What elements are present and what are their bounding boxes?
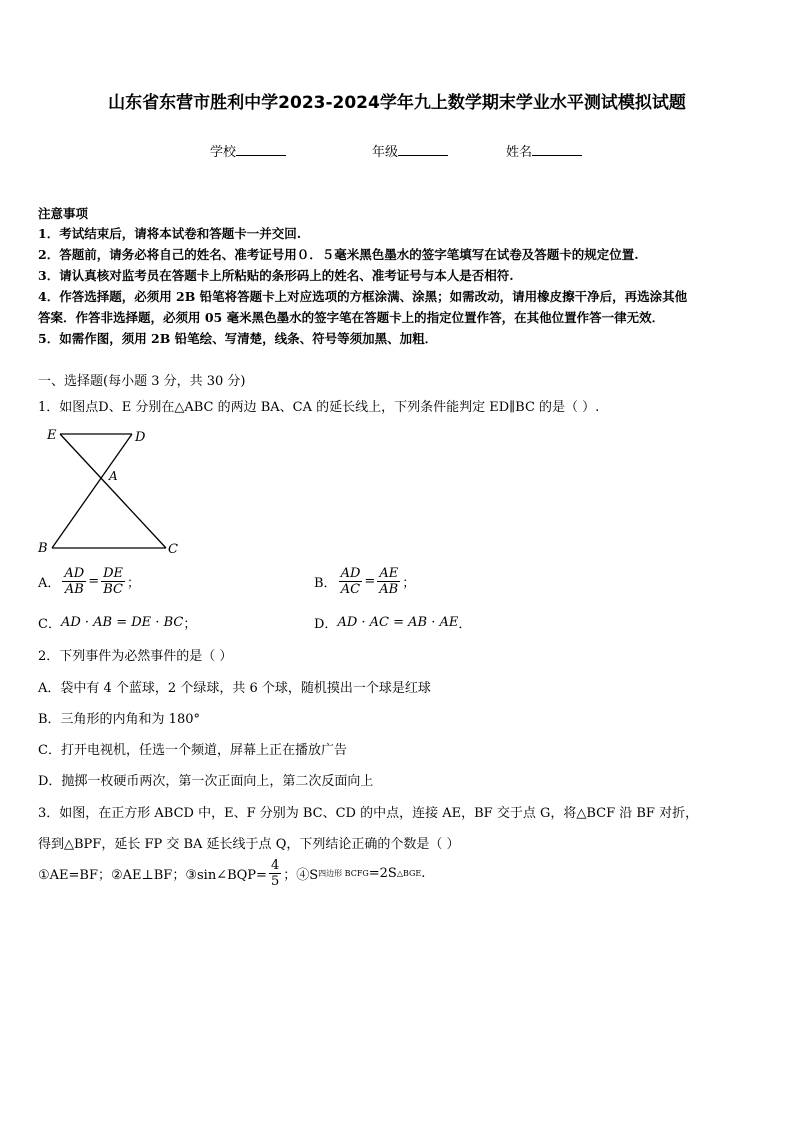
subscript: 四边形 BCFG xyxy=(318,869,369,878)
option-label: C． xyxy=(38,617,61,632)
numerator: AD xyxy=(340,566,361,581)
q3-stem-line1: 3．如图，在正方形 ABCD 中，E、F 分别为 BC、CD 的中点，连接 AE，BF 交于点 G，将△BCF 沿 BF 对折， xyxy=(38,806,699,821)
q2-option-c[interactable]: C．打开电视机，任选一个频道，屏幕上正在播放广告 xyxy=(38,743,347,758)
page-title: 山东省东营市胜利中学2023-2024学年九上数学期末学业水平测试模拟试题 xyxy=(108,93,686,113)
q1-stem: 1．如图点D、E 分别在△ABC 的两边 BA、CA 的延长线上，下列条件能判定 ED∥BC 的是（ ）. xyxy=(38,400,600,415)
denominator: 5 xyxy=(270,874,280,889)
q2-option-d[interactable]: D．抛掷一枚硬币两次，第一次正面向上，第二次反面向上 xyxy=(38,774,374,789)
q1-option-c[interactable] xyxy=(38,613,196,632)
numerator: AE xyxy=(379,566,399,581)
point-label-d: D xyxy=(135,430,146,445)
option-tail: ； xyxy=(183,617,197,632)
q1-option-a[interactable] xyxy=(38,566,140,597)
point-label-e: E xyxy=(47,428,57,443)
option-tail: ； xyxy=(402,576,416,591)
section-heading: 一、选择题(每小题 3 分，共 30 分) xyxy=(38,374,246,389)
subscript: △BGE xyxy=(396,869,422,878)
fraction xyxy=(101,566,125,597)
denominator: AB xyxy=(64,582,84,597)
fraction xyxy=(269,858,281,889)
equals-sign: = xyxy=(364,574,376,589)
denominator: AC xyxy=(340,582,361,597)
notice-item: 1．考试结束后，请将本试卷和答题卡一并交回. xyxy=(38,226,302,241)
conclusion-text: ①AE=BF；②AE⊥BF；③sin∠BQP= xyxy=(38,868,267,883)
grade-field xyxy=(372,141,448,160)
q3-conclusions xyxy=(38,858,425,889)
name-blank xyxy=(532,143,582,156)
option-label: A． xyxy=(38,576,61,591)
name-label: 姓名 xyxy=(506,145,533,160)
notice-item: 答案．作答非选择题，必须用 05 毫米黑色墨水的签字笔在答题卡上的指定位置作答，在其他位置作答一律无效． xyxy=(38,310,665,325)
notice-item: 5．如需作图，须用 2B 铅笔绘、写清楚，线条、符号等须加黑、加粗． xyxy=(38,331,438,346)
q1-figure xyxy=(36,424,186,560)
point-label-c: C xyxy=(168,542,178,557)
conclusion-text: . xyxy=(421,866,426,881)
denominator: AB xyxy=(379,582,399,597)
fraction xyxy=(377,566,400,597)
numerator: 4 xyxy=(270,858,280,873)
q2-option-b[interactable]: B．三角形的内角和为 180° xyxy=(38,712,200,727)
equals-sign: = xyxy=(88,574,100,589)
q1-option-d[interactable] xyxy=(314,613,471,632)
option-tail: ． xyxy=(458,617,472,632)
denominator: BC xyxy=(103,582,123,597)
notice-item: 3．请认真核对监考员在答题卡上所粘贴的条形码上的姓名、准考证号与本人是否相符. xyxy=(38,268,514,283)
school-field xyxy=(210,141,286,160)
q1-option-b[interactable] xyxy=(314,566,415,597)
fraction xyxy=(62,566,86,597)
segment-db xyxy=(52,434,132,548)
school-label: 学校 xyxy=(210,145,237,160)
segment-ec xyxy=(60,434,166,548)
notice-item: 4．作答选择题，必须用 2B 铅笔将答题卡上对应选项的方框涂满、涂黑；如需改动，请用橡皮擦干净后，再选涂其他 xyxy=(38,289,688,304)
conclusion-text: ；④S xyxy=(283,868,319,883)
option-label: D． xyxy=(314,617,338,632)
option-label: B． xyxy=(314,576,337,591)
notice-heading: 注意事项 xyxy=(38,206,89,221)
fraction xyxy=(339,566,363,597)
notice-item: 2．答题前，请务必将自己的姓名、准考证号用０．５毫米黑色墨水的签字笔填写在试卷及答题卡的规定位置. xyxy=(38,247,639,262)
grade-label: 年级 xyxy=(372,145,399,160)
numerator: DE xyxy=(103,566,124,581)
option-expression: AD · AB = DE · BC xyxy=(60,615,184,630)
point-label-b: B xyxy=(38,541,48,556)
q3-stem-line2: 得到△BPF，延长 FP 交 BA 延长线于点 Q，下列结论正确的个数是（ ） xyxy=(38,837,460,852)
q2-option-a[interactable]: A．袋中有 4 个蓝球，2 个绿球，共 6 个球，随机摸出一个球是红球 xyxy=(38,681,431,696)
option-expression: AD · AC = AB · AE xyxy=(337,615,459,630)
point-label-a: A xyxy=(109,469,118,483)
conclusion-text: =2S xyxy=(368,866,397,881)
q2-stem: 2．下列事件为必然事件的是（ ） xyxy=(38,649,233,664)
numerator: AD xyxy=(64,566,85,581)
option-tail: ； xyxy=(127,576,141,591)
name-field xyxy=(506,141,582,160)
school-blank xyxy=(236,143,286,156)
grade-blank xyxy=(398,143,448,156)
